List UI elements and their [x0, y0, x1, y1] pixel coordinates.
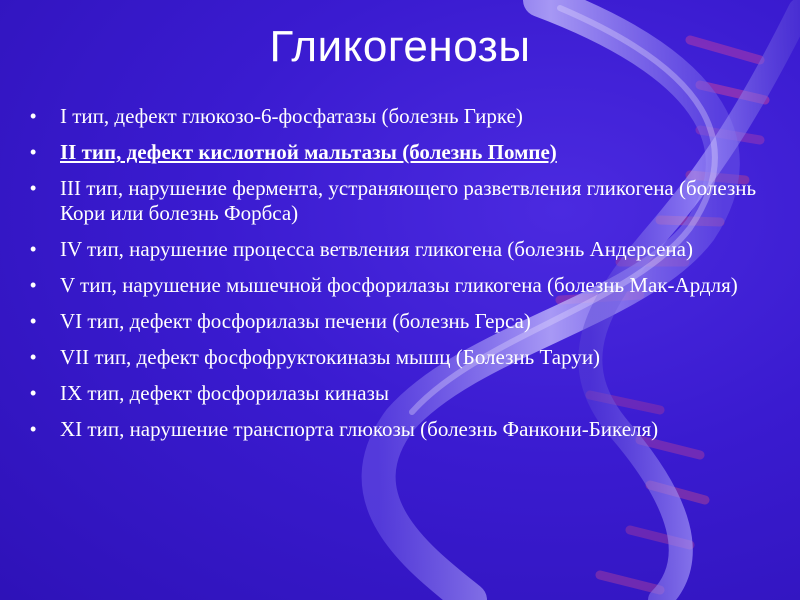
list-item-text: IV тип, нарушение процесса ветвления гликогена (болезнь Андерсена) — [60, 237, 693, 261]
list-item — [30, 309, 780, 334]
list-item-text: VI тип, дефект фосфорилазы печени (болезнь Герса) — [60, 309, 531, 333]
list-item — [30, 345, 780, 370]
bullet-icon: • — [30, 106, 37, 126]
bullet-icon: • — [30, 311, 37, 331]
bullet-icon: • — [30, 275, 37, 295]
list-item — [30, 104, 780, 129]
bullet-icon: • — [30, 383, 37, 403]
list-item — [30, 273, 780, 298]
list-item-text: IX тип, дефект фосфорилазы киназы — [60, 381, 390, 405]
slide-title: Гликогенозы — [269, 22, 531, 71]
list-item — [30, 381, 780, 406]
list-item-highlighted — [30, 140, 780, 165]
list-item-text: I тип, дефект глюкозо-6-фосфатазы (болезнь Гирке) — [60, 104, 523, 128]
list-item — [30, 237, 780, 262]
list-item-text: VII тип, дефект фосфофруктокиназы мышц (Болезнь Таруи) — [60, 345, 601, 369]
bullet-icon: • — [30, 142, 37, 162]
list-item-text: II тип, дефект кислотной мальтазы (болезнь Помпе) — [60, 140, 557, 164]
list-item — [30, 176, 780, 226]
list-item-text: III тип, нарушение фермента, устраняющего разветвления гликогена (болезнь Кори или болезнь Форбса) — [60, 176, 757, 225]
list-item-text: V тип, нарушение мышечной фосфорилазы гликогена (болезнь Мак-Ардля) — [60, 273, 738, 297]
bullet-icon: • — [30, 419, 37, 439]
bullet-list — [30, 104, 780, 453]
list-item-text: XI тип, нарушение транспорта глюкозы (болезнь Фанкони-Бикеля) — [60, 417, 659, 441]
bullet-icon: • — [30, 178, 37, 198]
bullet-icon: • — [30, 347, 37, 367]
bullet-icon: • — [30, 239, 37, 259]
list-item — [30, 417, 780, 442]
